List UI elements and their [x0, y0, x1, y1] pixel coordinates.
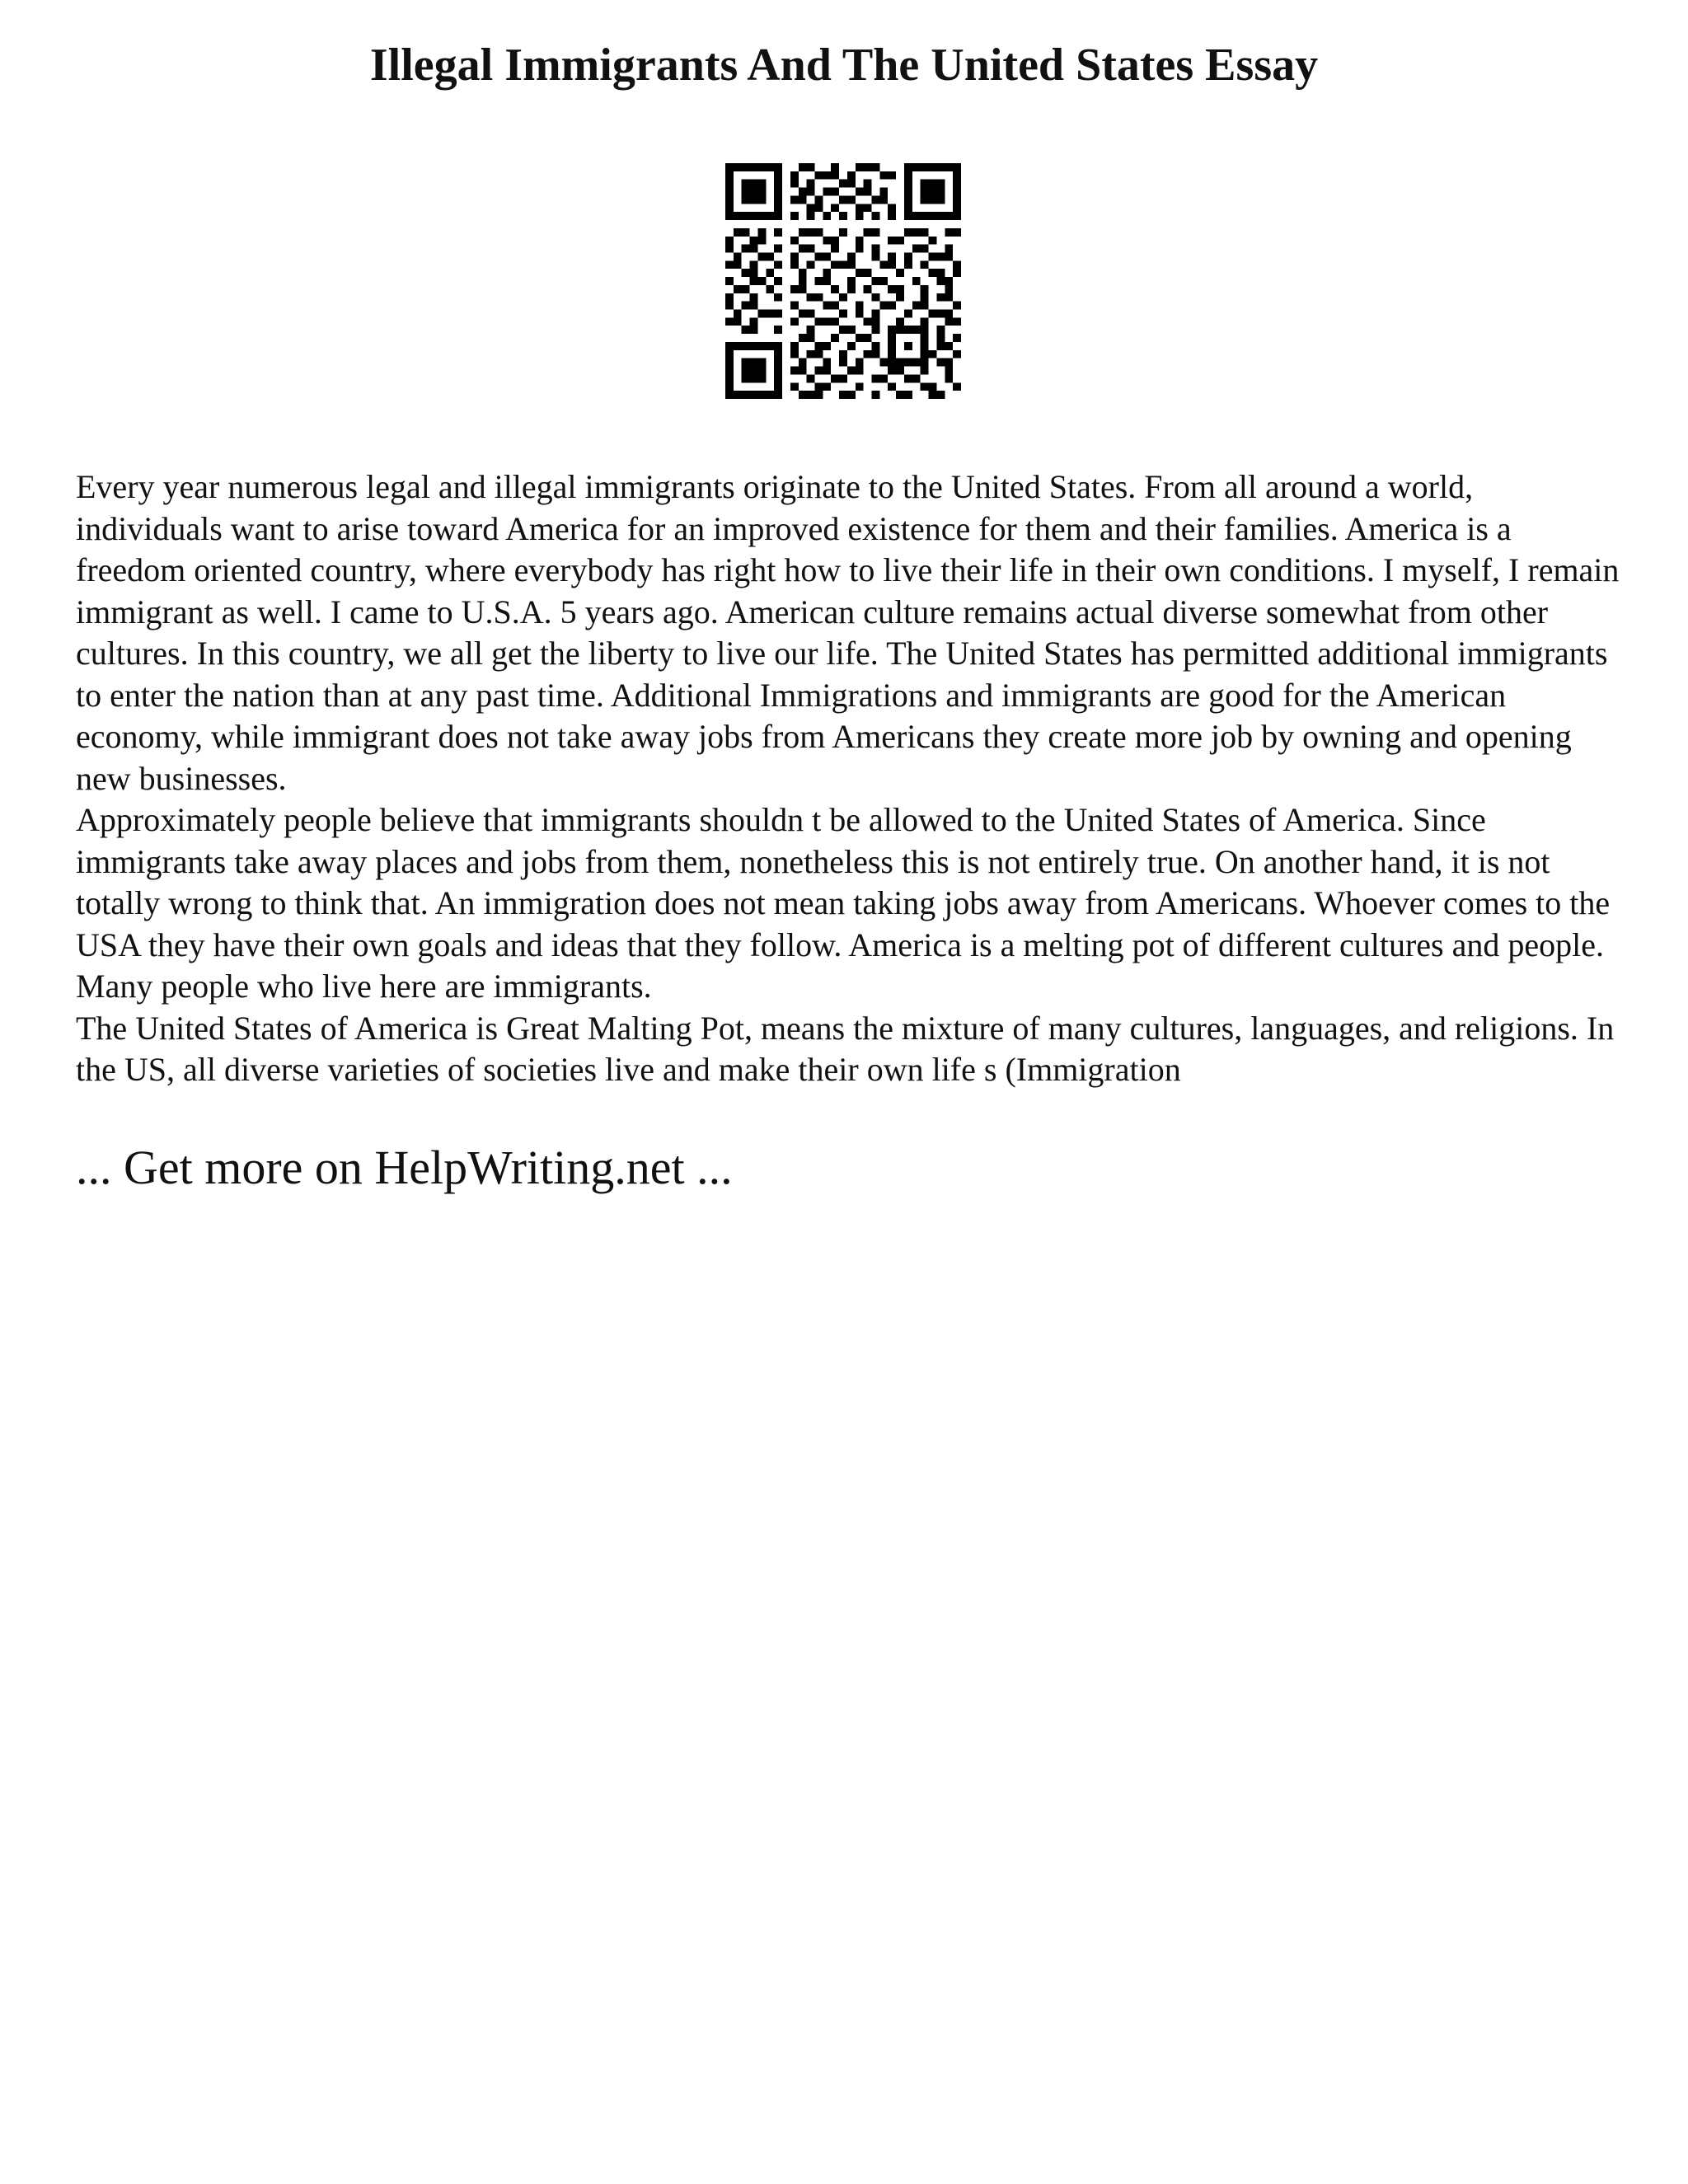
qr-code-icon: [725, 163, 961, 399]
essay-body: [76, 466, 1625, 1091]
essay-paragraph-1: Every year numerous legal and illegal immigrants originate to the United States. From all around a world, individuals want to arise toward America for an improved existence for them and their families. America is a freedom oriented country, where everybody has right how to live their life in their own conditions. I myself, I remain immigrant as well. I came to U.S.A. 5 years ago. American culture remains actual diverse somewhat from other cultures. In this country, we all get the liberty to live our life. The United States has permitted additional immigrants to enter the nation than at any past time. Additional Immigrations and immigrants are good for the American economy, while immigrant does not take away jobs from Americans they create more job by owning and opening new businesses.: [76, 468, 1620, 797]
document-title: Illegal Immigrants And The United States Essay: [369, 40, 1319, 91]
essay-paragraph-3: The United States of America is Great Malting Pot, means the mixture of many cultures, languages, and religions. In the US, all diverse varieties of societies live and make their own life s (Immigration: [76, 1009, 1615, 1088]
essay-paragraph-2: Approximately people believe that immigrants shouldn t be allowed to the United States of America. Since immigrants take away places and jobs from them, nonetheless this is not entirely true. On another hand, it is not totally wrong to think that. An immigration does not mean taking jobs away from Americans. Whoever comes to the USA they have their own goals and ideas that they follow. America is a melting pot of different cultures and people. Many people who live here are immigrants.: [76, 801, 1611, 1005]
get-more-link[interactable]: ... Get more on HelpWriting.net ...: [76, 1141, 733, 1194]
